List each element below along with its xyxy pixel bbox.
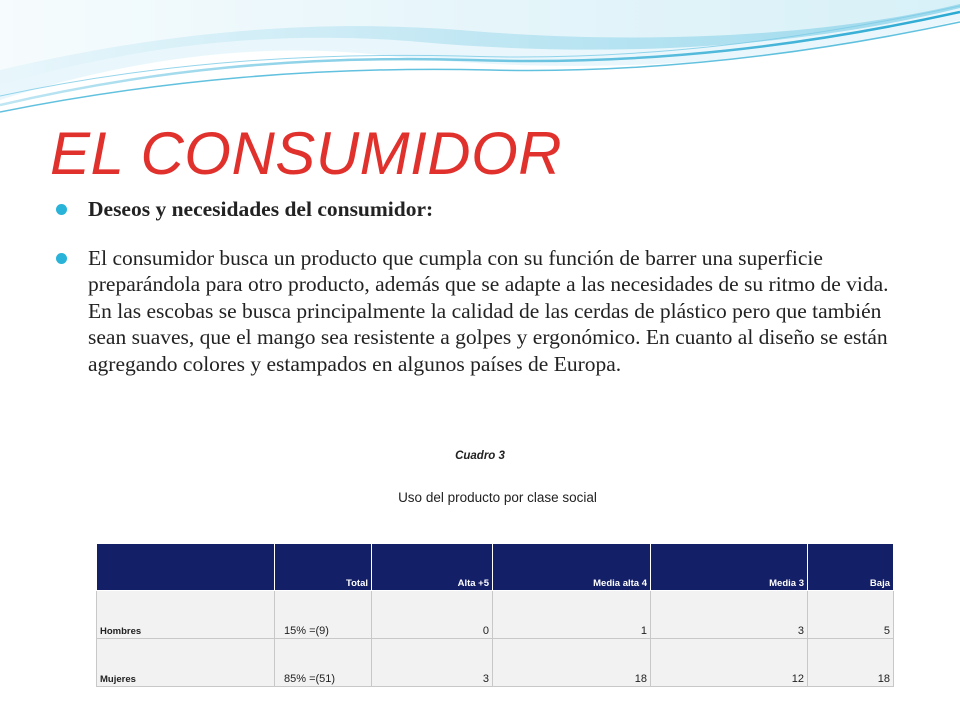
table-row bbox=[97, 639, 894, 687]
table-cell: 0 bbox=[372, 591, 493, 639]
table-header-cell bbox=[97, 544, 275, 591]
table-cell: 3 bbox=[372, 639, 493, 687]
table-label: Cuadro 3 bbox=[455, 450, 505, 462]
row-label: Mujeres bbox=[97, 639, 275, 687]
table-cell: 12 bbox=[651, 639, 808, 687]
table-title: Uso del producto por clase social bbox=[398, 490, 597, 505]
table-header-cell: Baja bbox=[808, 544, 894, 591]
table-cell: 85% =(51) bbox=[275, 639, 372, 687]
table-header-cell: Alta +5 bbox=[372, 544, 493, 591]
table-cell: 15% =(9) bbox=[275, 591, 372, 639]
row-label: Hombres bbox=[97, 591, 275, 639]
bullet-list bbox=[56, 196, 896, 377]
bullet-text: El consumidor busca un producto que cumpla con su función de barrer una superficie preparándola para otro producto, además que se adapte a las necesidades de su ritmo de vida. En las escobas se busca principalmente la calidad de las cerdas de plástico pero que también sean suaves, que el mango sea resistente a golpes y ergonómico. En cuanto al diseño se están agregando colores y estampados en algunos países de Europa. bbox=[88, 245, 889, 376]
table-cell: 1 bbox=[493, 591, 651, 639]
table-cell: 18 bbox=[493, 639, 651, 687]
bullet-icon bbox=[56, 204, 67, 215]
table-header-row bbox=[97, 544, 894, 591]
table-row bbox=[97, 591, 894, 639]
table-header-cell: Media 3 bbox=[651, 544, 808, 591]
bullet-text: Deseos y necesidades del consumidor: bbox=[88, 197, 434, 221]
bullet-item bbox=[56, 196, 896, 223]
table-header-cell: Media alta 4 bbox=[493, 544, 651, 591]
table-cell: 5 bbox=[808, 591, 894, 639]
social-class-table bbox=[96, 543, 894, 687]
table-header-cell: Total bbox=[275, 544, 372, 591]
table-cell: 3 bbox=[651, 591, 808, 639]
slide-title: EL CONSUMIDOR bbox=[50, 120, 563, 187]
bullet-icon bbox=[56, 253, 67, 264]
decorative-wave-header bbox=[0, 0, 960, 120]
bullet-item bbox=[56, 245, 896, 378]
table-cell: 18 bbox=[808, 639, 894, 687]
